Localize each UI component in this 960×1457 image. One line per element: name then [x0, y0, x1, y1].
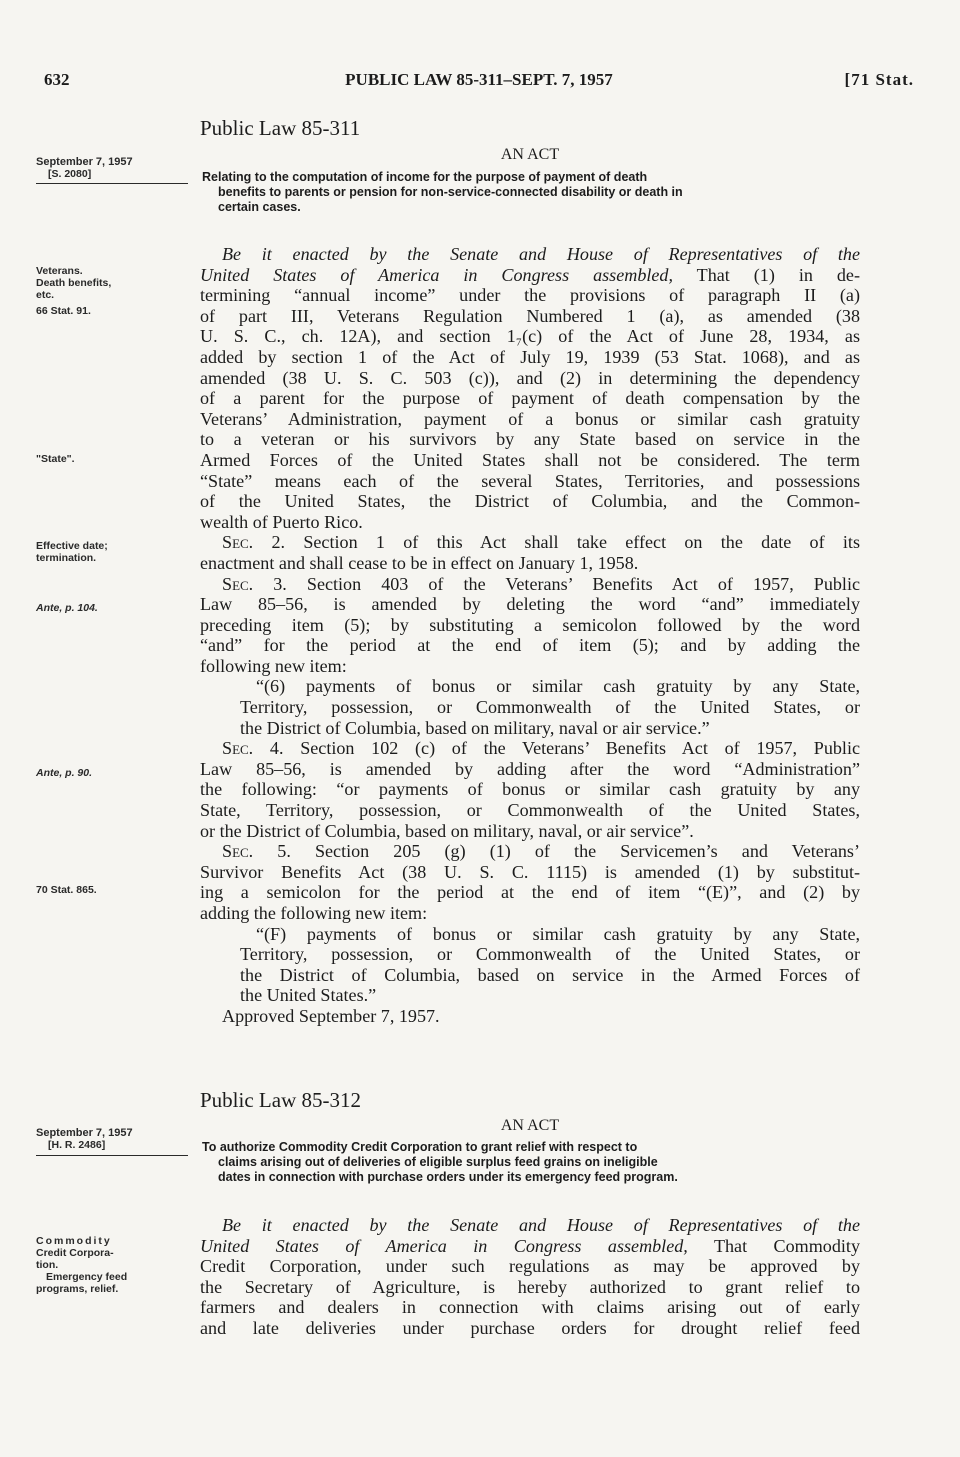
body-line: adding the following new item:	[200, 903, 428, 923]
body-line: Credit Corporation, under such regulations as may be approved by	[200, 1256, 860, 1277]
law-1-date: September 7, 1957	[36, 156, 133, 168]
body-line: Law 85–56, is amended by deleting the word “and” immediately	[200, 594, 860, 615]
body-line: U. S. C., ch. 12A), and section 1₇(c) of the Act of June 28, 1934, as	[200, 326, 860, 347]
enacting-italic: United States of America in Congress assembled,	[200, 264, 673, 285]
body-line: termining “annual income” under the provisions of paragraph II (a)	[200, 285, 860, 306]
enacting-clause-2	[200, 265, 860, 286]
body-line: ing a semicolon for the period at the end of item “(E)”, and (2) by	[200, 882, 860, 903]
note-line: Effective date;	[36, 540, 108, 552]
note-commodity-credit	[36, 1235, 188, 1295]
body-line: wealth of Puerto Rico.	[200, 511, 363, 532]
law-2-bill-number: [H. R. 2486]	[48, 1139, 106, 1151]
section-text: Section 1 of this Act shall take effect on the date of its	[285, 532, 861, 553]
body-line: Survivor Benefits Act (38 U. S. C. 1115) is amended (1) by substitut-	[200, 861, 860, 882]
enacting-rest: That Commodity	[687, 1235, 860, 1256]
law-1-body	[200, 244, 860, 1027]
body-line: farmers and dealers in connection with claims arising out of early	[200, 1297, 860, 1318]
note-line: Death benefits,	[36, 277, 112, 289]
body-line: of part III, Veterans Regulation Numbered 1 (a), as amended (38	[200, 305, 860, 326]
summary-line: benefits to parents or pension for non-service-connected disability or death in	[218, 185, 683, 199]
law-1-side-date	[36, 156, 188, 180]
enacting-italic: Be it enacted by the Senate and House of Representatives of the	[222, 1215, 860, 1235]
law-2-date: September 7, 1957	[36, 1127, 133, 1139]
approval-date: Approved September 7, 1957.	[222, 1005, 440, 1026]
summary-line: claims arising out of deliveries of eligible surplus feed grains on ineligible	[218, 1155, 658, 1169]
running-head	[44, 70, 914, 96]
enacting-rest: That (1) in de-	[673, 264, 860, 285]
note-line: "State".	[36, 453, 75, 465]
note-line: 70 Stat. 865.	[36, 884, 97, 896]
section-4-line	[200, 738, 860, 759]
law-2-summary	[202, 1140, 862, 1185]
law-1-act-heading: AN ACT	[500, 146, 560, 163]
page-number: 632	[44, 70, 70, 89]
body-line: State, Territory, possession, or Commonwealth of the United States,	[200, 800, 860, 821]
law-2-side-date	[36, 1127, 188, 1151]
law-1-title: Public Law 85-311	[200, 116, 361, 140]
body-line: or the District of Columbia, based on military, naval, or air service”.	[200, 820, 694, 841]
note-line: Emergency feed	[46, 1271, 128, 1283]
quoted-item-line: the United States.”	[240, 985, 377, 1006]
body-line: the Secretary of Agriculture, is hereby authorized to grant relief to	[200, 1276, 860, 1297]
section-label: Sec. 2.	[222, 532, 286, 553]
section-5-line	[200, 841, 860, 862]
note-line: programs, relief.	[36, 1283, 119, 1295]
section-text: Section 102 (c) of the Veterans’ Benefits Act of 1957, Public	[283, 738, 861, 759]
quoted-item-line: the District of Columbia, based on military, naval or air service.”	[240, 717, 710, 738]
note-ante-104	[36, 602, 188, 614]
note-line: Commodity	[36, 1235, 112, 1247]
note-line: Ante, p. 104.	[36, 602, 98, 614]
body-line: the following: “or payments of bonus or similar cash gratuity by any	[200, 779, 860, 800]
law-1-bill-number: [S. 2080]	[48, 168, 92, 180]
note-line: termination.	[36, 552, 97, 564]
enacting-clause	[200, 1215, 860, 1236]
note-line: tion.	[36, 1259, 59, 1271]
section-text: Section 205 (g) (1) of the Servicemen’s and Veterans’	[290, 841, 860, 862]
law-2-act-heading: AN ACT	[500, 1117, 560, 1134]
quoted-item-line: “(F) payments of bonus or similar cash gratuity by any State,	[256, 923, 860, 944]
quoted-item-line: the District of Columbia, based on service in the Armed Forces of	[240, 964, 860, 985]
section-label: Sec. 4.	[222, 738, 284, 759]
section-label: Sec. 5.	[222, 841, 291, 862]
note-effective-date	[36, 540, 188, 564]
body-line: “State” means each of the several States, Territories, and possessions	[200, 470, 860, 491]
body-line: Law 85–56, is amended by adding after the word “Administration”	[200, 758, 860, 779]
note-line: 66 Stat. 91.	[36, 305, 91, 317]
section-2-line	[200, 532, 860, 553]
body-line: and late deliveries under purchase orders for drought relief feed	[200, 1317, 860, 1338]
law-1-side-rule	[36, 183, 188, 184]
law-2-body	[200, 1215, 860, 1339]
quoted-item-line: “(6) payments of bonus or similar cash gratuity by any State,	[256, 676, 860, 697]
body-line: Armed Forces of the United States shall not be considered. The term	[200, 449, 860, 470]
note-line: Credit Corpora-	[36, 1247, 114, 1259]
body-line: added by section 1 of the Act of July 19, 1939 (53 Stat. 1068), and as	[200, 346, 860, 367]
body-line: amended (38 U. S. C. 503 (c)), and (2) in determining the dependency	[200, 367, 860, 388]
note-line: Ante, p. 90.	[36, 767, 93, 779]
body-line: of the United States, the District of Columbia, and the Common-	[200, 491, 860, 512]
body-line: “and” for the period at the end of item (5); and by adding the	[200, 635, 860, 656]
law-1-summary	[202, 170, 862, 215]
quoted-item-line: Territory, possession, or Commonwealth of the United States, or	[240, 944, 860, 965]
section-text: Section 403 of the Veterans’ Benefits Act of 1957, Public	[286, 573, 861, 594]
section-label: Sec. 3.	[222, 573, 287, 594]
note-70-stat	[36, 884, 188, 896]
body-line: to a veteran or his survivors by any State based on service in the	[200, 429, 860, 450]
section-3-line	[200, 574, 860, 595]
summary-line: dates in connection with purchase orders under its emergency feed program.	[218, 1170, 678, 1184]
summary-line: Relating to the computation of income for the purpose of payment of death	[202, 170, 648, 184]
body-line: following new item:	[200, 655, 347, 676]
volume-reference: [71 Stat.	[844, 70, 914, 89]
body-line: enactment and shall cease to be in effect on January 1, 1958.	[200, 552, 639, 573]
running-title: PUBLIC LAW 85-311–SEPT. 7, 1957	[345, 70, 613, 89]
enacting-clause	[200, 244, 860, 265]
body-line: preceding item (5); by substituting a semicolon followed by the word	[200, 614, 860, 635]
enacting-clause-2	[200, 1236, 860, 1257]
enacting-italic: Be it enacted by the Senate and House of Representatives of the	[222, 244, 860, 264]
note-ante-90	[36, 767, 188, 779]
note-veterans	[36, 265, 188, 301]
quoted-item-line: Territory, possession, or Commonwealth of the United States, or	[240, 697, 860, 718]
body-line: Veterans’ Administration, payment of a bonus or similar cash gratuity	[200, 408, 860, 429]
body-line: of a parent for the purpose of payment of death compensation by the	[200, 388, 860, 409]
law-2-side-rule	[36, 1155, 188, 1156]
law-2-title: Public Law 85-312	[200, 1088, 361, 1112]
summary-line: To authorize Commodity Credit Corporation to grant relief with respect to	[202, 1140, 638, 1154]
note-state	[36, 453, 188, 465]
note-line: Veterans.	[36, 265, 83, 277]
note-66-stat	[36, 305, 188, 317]
summary-line: certain cases.	[218, 200, 301, 214]
note-line: etc.	[36, 289, 55, 301]
enacting-italic: United States of America in Congress assembled,	[200, 1235, 688, 1256]
